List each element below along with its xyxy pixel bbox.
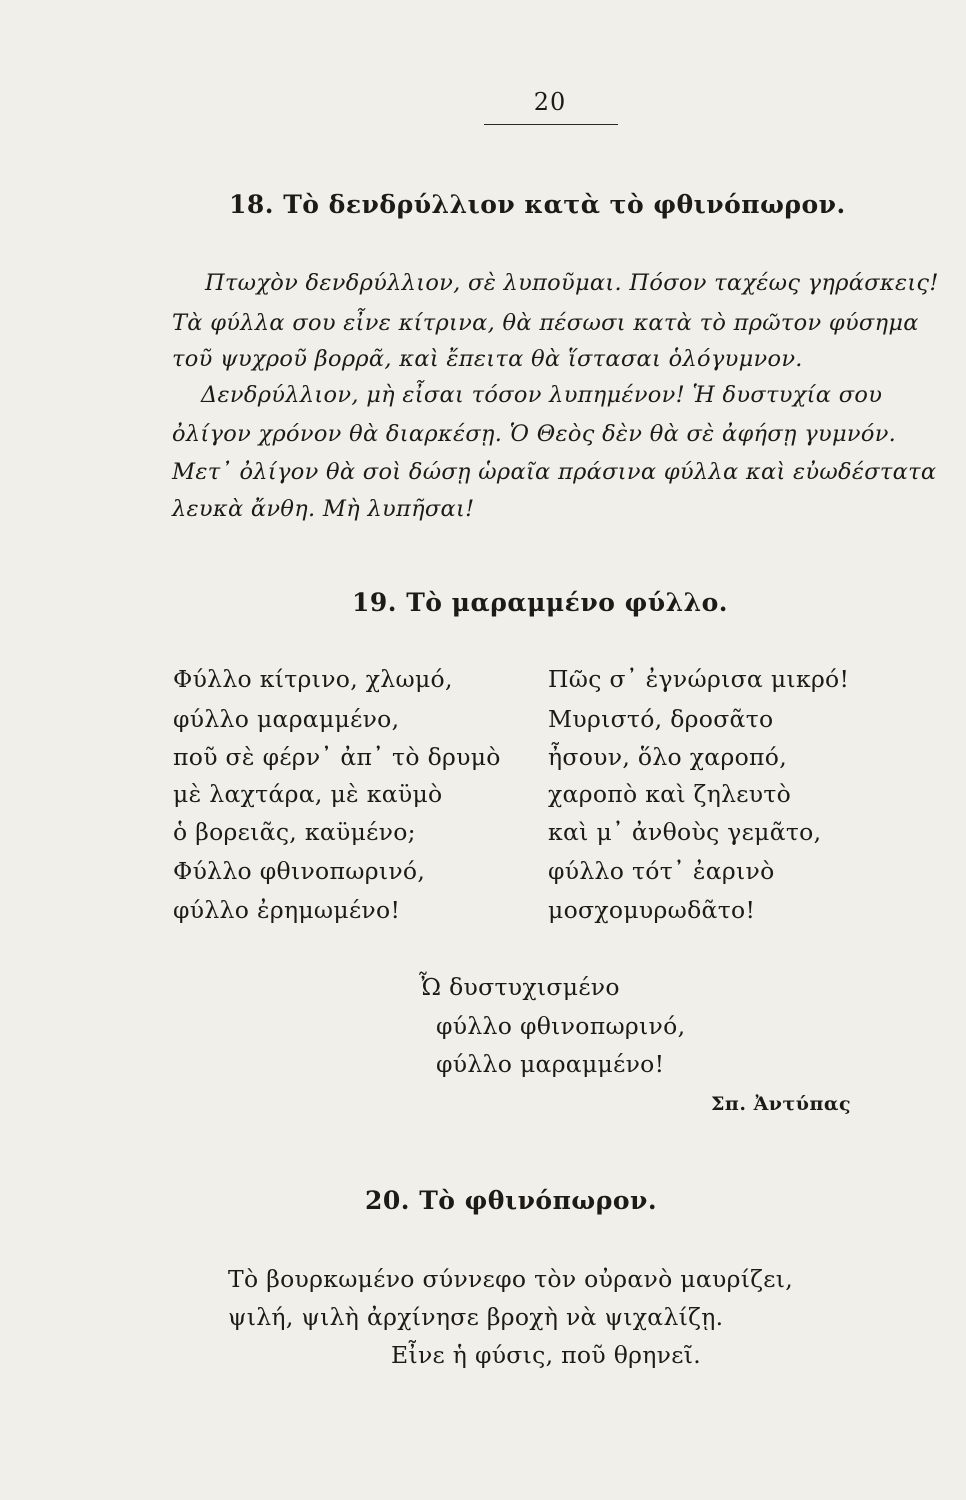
poem-line: Τὸ βουρκωμένο σύννεφο τὸν οὐρανὸ μαυρίζει, — [228, 1265, 794, 1293]
verse-line-right: Πῶς σ᾽ ἐγνώρισα μικρό! — [548, 665, 850, 693]
verse-line-left: ὁ βορειᾶς, καϋμένο; — [173, 818, 416, 846]
verse-line-right: μοσχομυρωδᾶτο! — [548, 896, 756, 924]
page-number: 20 — [533, 88, 567, 116]
section-20-title: 20. Τὸ φθινόπωρον. — [365, 1186, 658, 1215]
prose-line: Πτωχὸν δενδρύλλιον, σὲ λυποῦμαι. Πόσον ταχέως γηράσκεις! — [205, 270, 939, 296]
poem-author: Σπ. Ἀντύπας — [711, 1093, 852, 1115]
prose-line: Μετ᾽ ὀλίγον θὰ σοὶ δώσῃ ὡραῖα πράσινα φύλλα καὶ εὐωδέστατα — [172, 459, 937, 485]
prose-line: Δενδρύλλιον, μὴ εἶσαι τόσον λυπημένον! Ἡ δυστυχία σου — [201, 382, 883, 408]
prose-line: τοῦ ψυχροῦ βορρᾶ, καὶ ἔπειτα θὰ ἵστασαι ὁλόγυμνον. — [172, 346, 803, 372]
final-stanza-line: Ὦ δυστυχισμένο — [419, 973, 620, 1001]
page-number-rule — [484, 124, 618, 125]
verse-line-left: φύλλο μαραμμένο, — [173, 705, 400, 733]
verse-line-right: χαροπὸ καὶ ζηλευτὸ — [548, 780, 792, 808]
verse-line-right: Μυριστό, δροσᾶτο — [548, 705, 774, 733]
verse-line-left: φύλλο ἐρημωμένο! — [173, 896, 401, 924]
section-18-title: 18. Τὸ δενδρύλλιον κατὰ τὸ φθινόπωρον. — [229, 190, 846, 219]
verse-line-left: μὲ λαχτάρα, μὲ καϋμὸ — [173, 780, 443, 808]
poem-line: ψιλή, ψιλὴ ἀρχίνησε βροχὴ νὰ ψιχαλίζῃ. — [228, 1303, 724, 1331]
final-stanza-line: φύλλο φθινοπωρινό, — [436, 1012, 686, 1040]
verse-line-left: Φύλλο κίτρινο, χλωμό, — [173, 665, 453, 693]
poem-line: Εἶνε ἡ φύσις, ποῦ θρηνεῖ. — [391, 1341, 701, 1369]
prose-line: ὀλίγον χρόνον θὰ διαρκέσῃ. Ὁ Θεὸς δὲν θὰ σὲ ἀφήσῃ γυμνόν. — [172, 421, 897, 447]
verse-line-left: Φύλλο φθινοπωρινό, — [173, 857, 426, 885]
verse-line-right: ἦσουν, ὅλο χαροπό, — [548, 743, 787, 771]
prose-line: Τὰ φύλλα σου εἶνε κίτρινα, θὰ πέσωσι κατὰ τὸ πρῶτον φύσημα — [172, 310, 919, 336]
prose-line: λευκὰ ἄνθη. Μὴ λυπῆσαι! — [172, 496, 475, 522]
verse-line-right: φύλλο τότ᾽ ἐαρινὸ — [548, 857, 775, 885]
verse-line-left: ποῦ σὲ φέρν᾽ ἀπ᾽ τὸ δρυμὸ — [173, 743, 501, 771]
final-stanza-line: φύλλο μαραμμένο! — [436, 1050, 665, 1078]
section-19-title: 19. Τὸ μαραμμένο φύλλο. — [352, 588, 729, 617]
verse-line-right: καὶ μ᾽ ἀνθοὺς γεμᾶτο, — [548, 818, 822, 846]
